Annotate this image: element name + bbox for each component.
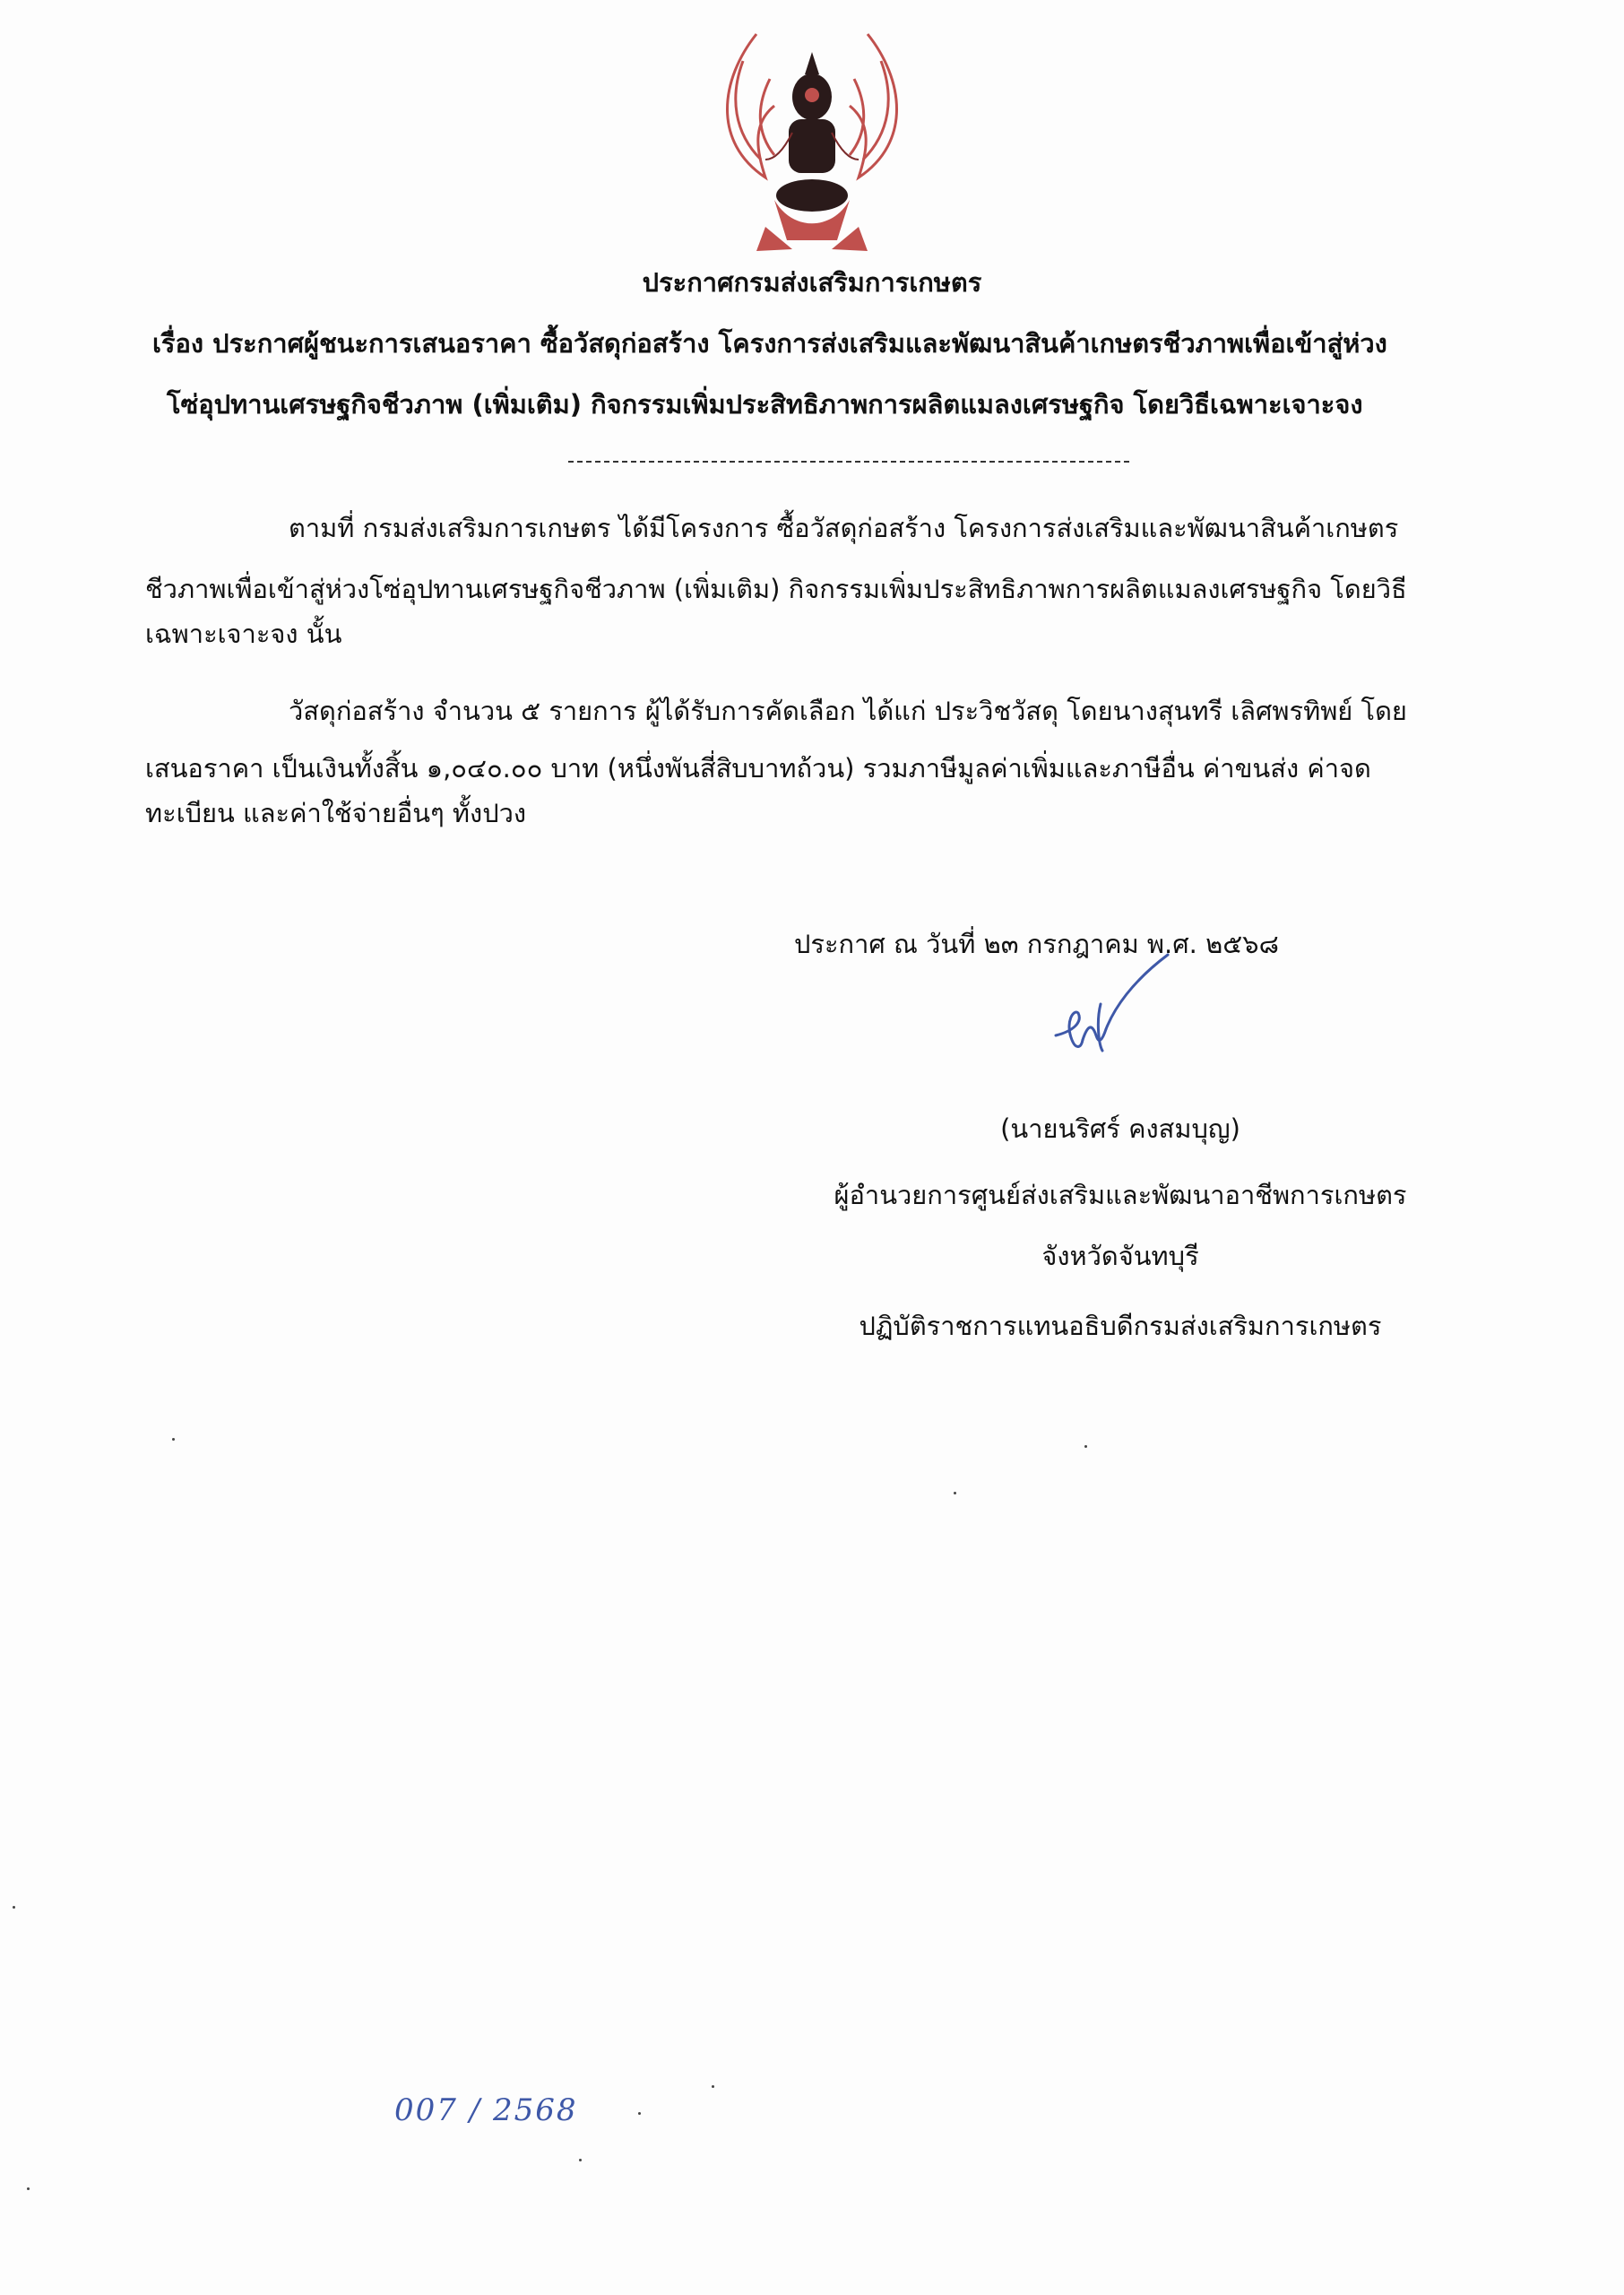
scan-speck: [954, 1492, 956, 1494]
handwritten-reference-number: 007 / 2568: [394, 2092, 578, 2128]
signatory-position-line-3: ปฏิบัติราชการแทนอธิบดีกรมส่งเสริมการเกษตร: [859, 1311, 1382, 1341]
subject-line-1: เรื่อง ประกาศผู้ชนะการเสนอราคา ซื้อวัสดุก่อสร้าง โครงการส่งเสริมและพัฒนาสินค้าเกษตรชีวภาพเพื่อเข้าสู่ห่วง: [152, 328, 1387, 359]
garuda-emblem-icon: [703, 25, 921, 260]
scan-speck: [27, 2187, 30, 2190]
signatory-position-line-2: จังหวัดจันทบุรี: [1041, 1241, 1199, 1271]
announcement-date: ประกาศ ณ วันที่ ๒๓ กรกฎาคม พ.ศ. ๒๕๖๘: [794, 929, 1279, 959]
scan-speck: [638, 2112, 641, 2115]
paragraph2-line-2: เสนอราคา เป็นเงินทั้งสิ้น ๑,๐๔๐.๐๐ บาท (หนึ่งพันสี่สิบบาทถ้วน) รวมภาษีมูลค่าเพิ่มและภาษีอื่น ค่าขนส่ง ค่าจด: [145, 753, 1371, 784]
paragraph2-line-1: วัสดุก่อสร้าง จำนวน ๕ รายการ ผู้ได้รับการคัดเลือก ได้แก่ ประวิชวัสดุ โดยนางสุนทรี เลิศพรทิพย์ โดย: [289, 696, 1407, 726]
scan-speck: [712, 2085, 714, 2088]
signatory-name: (นายนริศร์ คงสมบุญ): [1000, 1113, 1240, 1144]
paragraph1-line-3: เฉพาะเจาะจง นั้น: [145, 619, 342, 649]
scan-speck: [579, 2159, 582, 2161]
subject-line-2: โซ่อุปทานเศรษฐกิจชีวภาพ (เพิ่มเติม) กิจกรรมเพิ่มประสิทธิภาพการผลิตแมลงเศรษฐกิจ โดยวิธีเฉพาะเจาะจง: [167, 389, 1363, 420]
paragraph1-line-2: ชีวภาพเพื่อเข้าสู่ห่วงโซ่อุปทานเศรษฐกิจชีวภาพ (เพิ่มเติม) กิจกรรมเพิ่มประสิทธิภาพการผลิตแมลงเศรษฐกิจ โดยวิธี: [145, 574, 1407, 604]
scan-speck: [1084, 1445, 1087, 1448]
paragraph2-line-3: ทะเบียน และค่าใช้จ่ายอื่นๆ ทั้งปวง: [145, 798, 527, 828]
scan-speck: [13, 1906, 15, 1909]
handwritten-signature: [1047, 950, 1181, 1076]
paragraph1-line-1: ตามที่ กรมส่งเสริมการเกษตร ได้มีโครงการ ซื้อวัสดุก่อสร้าง โครงการส่งเสริมและพัฒนาสินค้าเกษตร: [289, 513, 1399, 543]
scan-speck: [172, 1438, 175, 1441]
separator-rule: [568, 461, 1129, 463]
announcement-title: ประกาศกรมส่งเสริมการเกษตร: [642, 267, 982, 298]
signatory-position-line-1: ผู้อำนวยการศูนย์ส่งเสริมและพัฒนาอาชีพการเกษตร: [834, 1180, 1407, 1210]
